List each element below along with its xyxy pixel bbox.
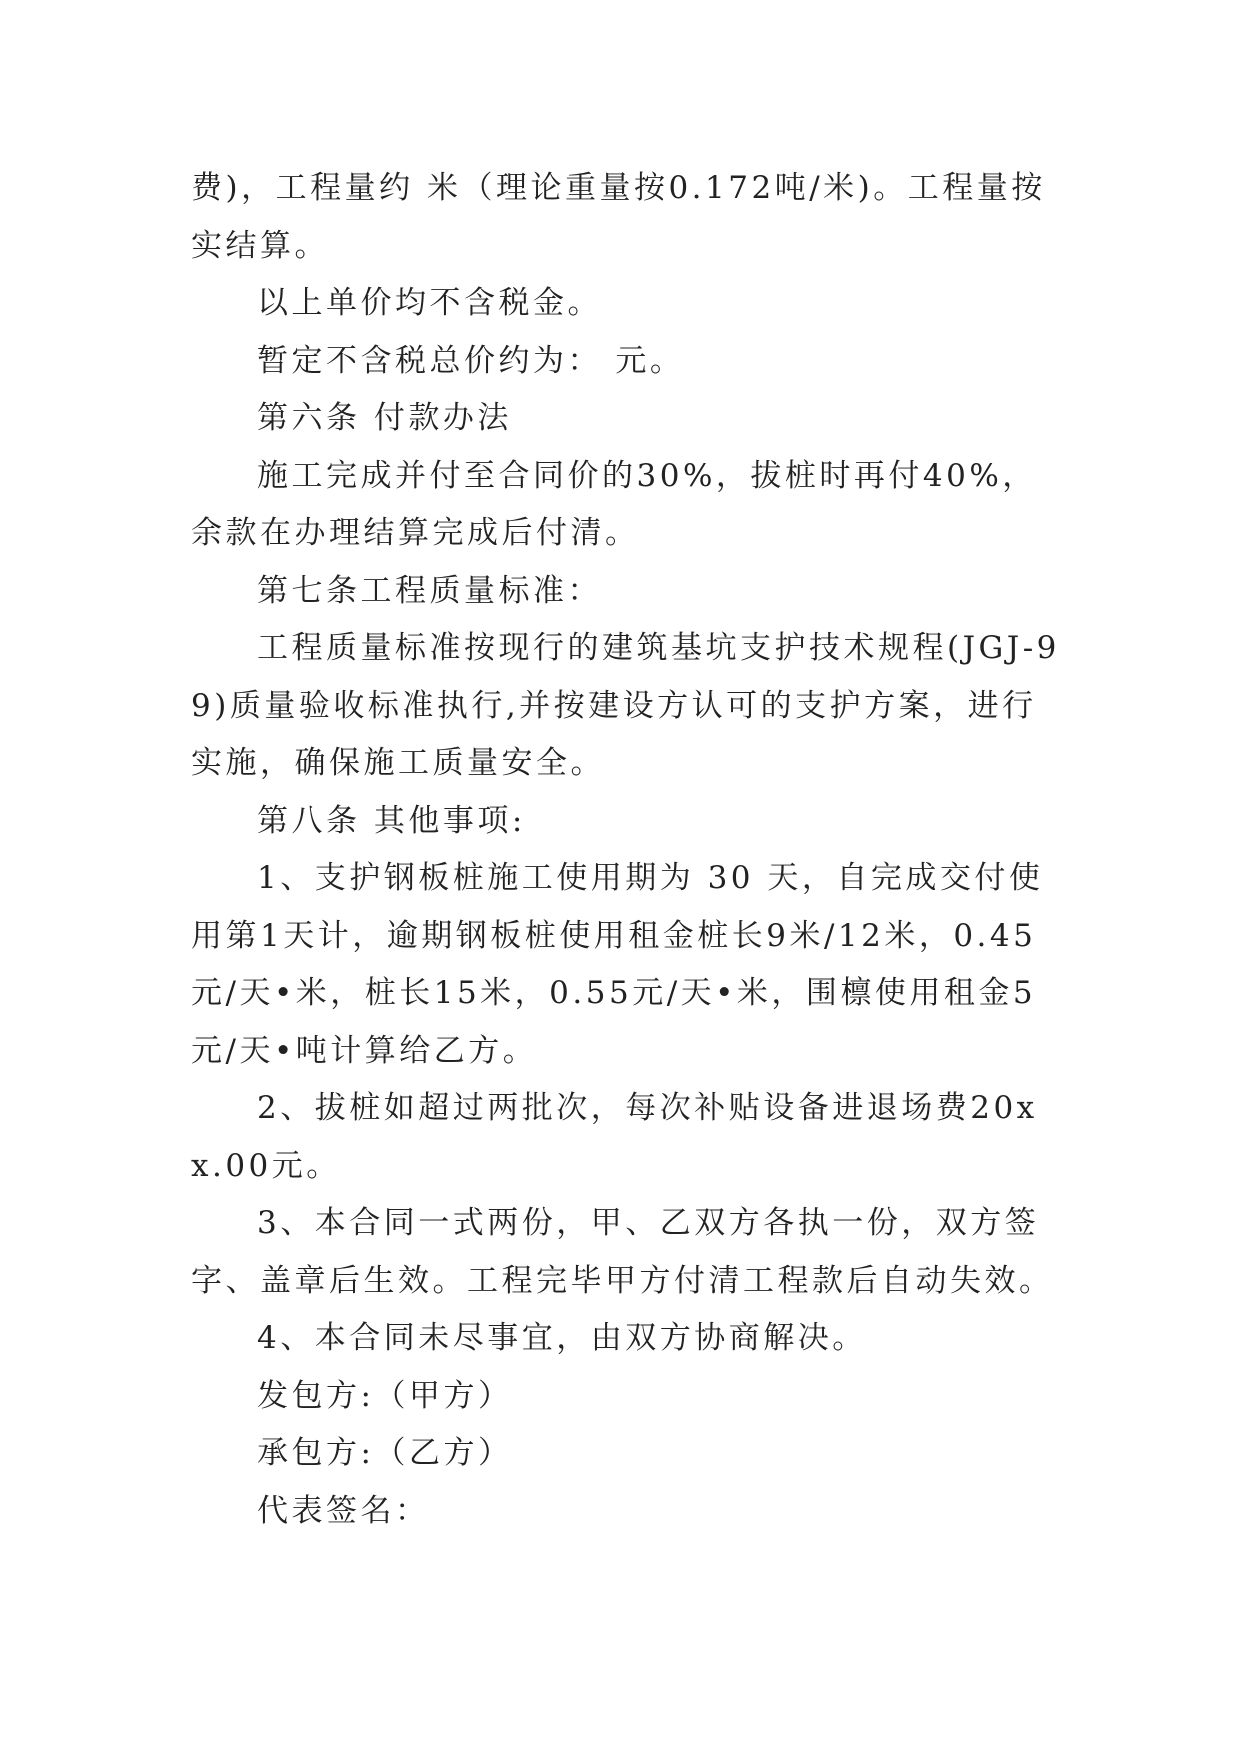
paragraph-quality-standard: 工程质量标准按现行的建筑基坑支护技术规程(JGJ-99)质量验收标准执行,并按建设方认可的支护方案，进行实施，确保施工质量安全。 bbox=[191, 630, 1060, 781]
list-item-2-pile-extraction: 2、拔桩如超过两批次，每次补贴设备进退场费20xx.00元。 bbox=[191, 1090, 1038, 1184]
signature-representative: 代表签名： bbox=[257, 1492, 430, 1529]
signature-party-b: 承包方:（乙方） bbox=[257, 1435, 513, 1471]
paragraph-quantity-note: 费)，工程量约 米（理论重量按0.172吨/米)。工程量按实结算。 bbox=[191, 170, 1046, 264]
heading-article-6: 第六条 付款办法 bbox=[257, 400, 512, 436]
paragraph-price-excludes-tax: 以上单价均不含税金。 bbox=[257, 285, 602, 321]
document-body bbox=[191, 160, 1061, 1540]
list-item-3-contract-copies: 3、本合同一式两份，甲、乙双方各执一份，双方签字、盖章后生效。工程完毕甲方付清工程款后自动失效。 bbox=[191, 1205, 1054, 1299]
list-item-1-usage-period: 1、支护钢板桩施工使用期为 30 天，自完成交付使用第1天计，逾期钢板桩使用租金桩长9米/12米，0.45元/天•米，桩长15米，0.55元/天•米，围檩使用租金5元/天•吨计算给乙方。 bbox=[191, 860, 1044, 1069]
list-item-4-other-matters: 4、本合同未尽事宜，由双方协商解决。 bbox=[257, 1320, 867, 1356]
heading-article-8: 第八条 其他事项: bbox=[257, 802, 526, 839]
signature-party-a: 发包方:（甲方） bbox=[257, 1377, 513, 1414]
heading-article-7: 第七条工程质量标准： bbox=[257, 572, 602, 609]
paragraph-total-price: 暂定不含税总价约为： 元。 bbox=[257, 342, 685, 379]
paragraph-payment-terms: 施工完成并付至合同价的30%，拔桩时再付40%，余款在办理结算完成后付清。 bbox=[191, 457, 1037, 551]
